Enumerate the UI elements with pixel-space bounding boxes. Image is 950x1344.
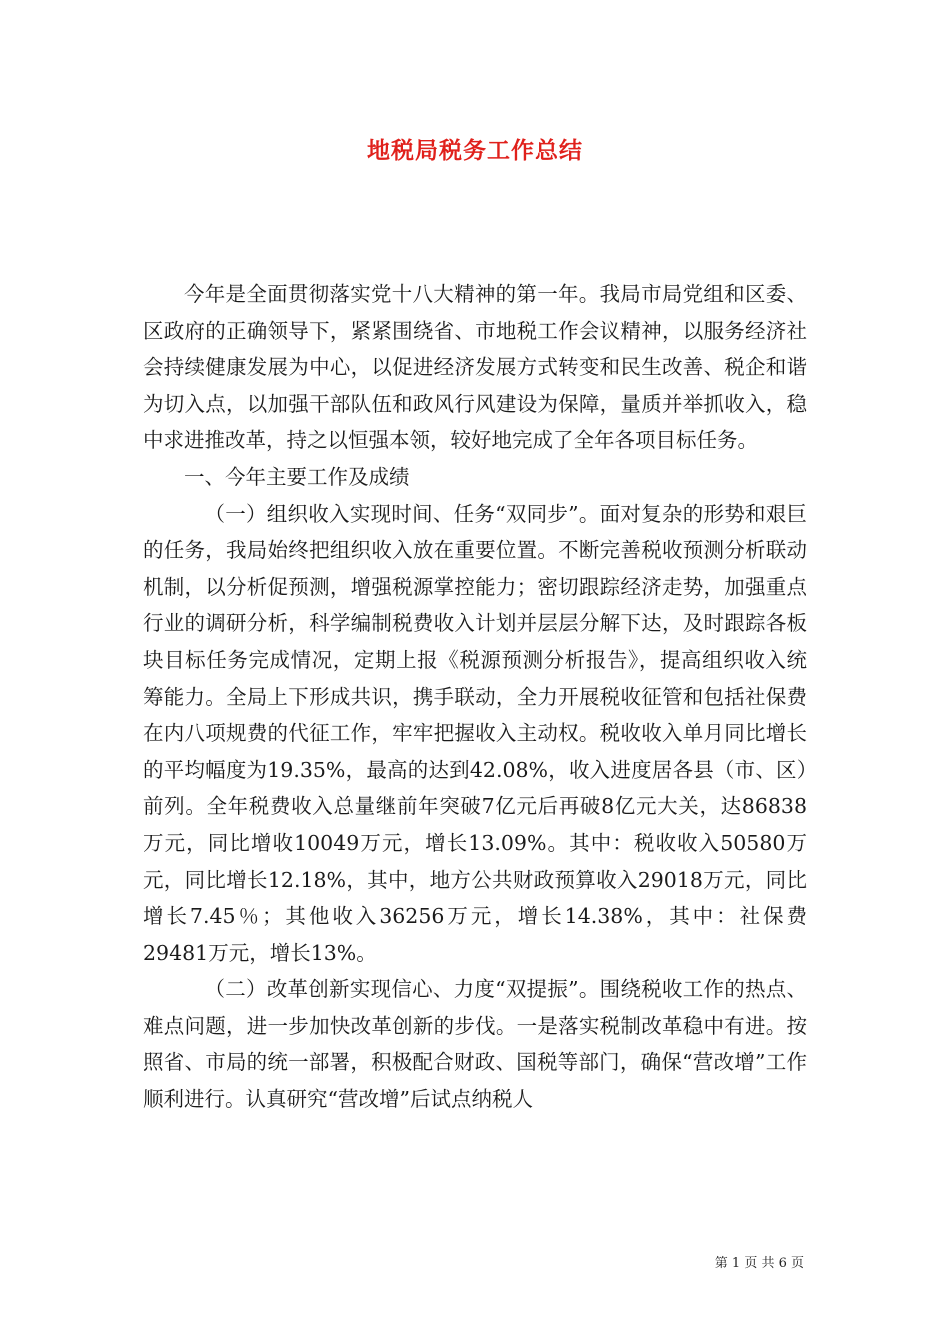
page-number: 第 1 页 共 6 页: [714, 1256, 804, 1271]
section-heading: 一、今年主要工作及成绩: [184, 464, 410, 489]
section-2-paragraph: （二）改革创新实现信心、力度“双提振”。围绕税收工作的热点、难点问题，进一步加快改革创新的步伐。一是落实税制改革稳中有进。按照省、市局的统一部署，积极配合财政、国税等部门，确保“营改增”工作顺利进行。认真研究“营改增”后试点纳税人: [143, 977, 807, 1112]
intro-paragraph: 今年是全面贯彻落实党十八大精神的第一年。我局市局党组和区委、区政府的正确领导下，紧紧围绕省、市地税工作会议精神，以服务经济社会持续健康发展为中心，以促进经济发展方式转变和民生改善、税企和谐为切入点，以加强干部队伍和政风行风建设为保障，量质并举抓收入，稳中求进推改革，持之以恒强本领，较好地完成了全年各项目标任务。: [143, 282, 807, 453]
document-body: [143, 276, 807, 1118]
document-title: 地税局税务工作总结: [367, 137, 583, 164]
section-1-paragraph: （一）组织收入实现时间、任务“双同步”。面对复杂的形势和艰巨的任务，我局始终把组织收入放在重要位置。不断完善税收预测分析联动机制，以分析促预测，增强税源掌控能力；密切跟踪经济走势，加强重点行业的调研分析，科学编制税费收入计划并层层分解下达，及时跟踪各板块目标任务完成情况，定期上报《税源预测分析报告》，提高组织收入统筹能力。全局上下形成共识，携手联动，全力开展税收征管和包括社保费在内八项规费的代征工作，牢牢把握收入主动权。税收收入单月同比增长的平均幅度为19.35%，最高的达到42.08%，收入进度居各县（市、区）前列。全年税费收入总量继前年突破7亿元后再破8亿元大关，达86838万元，同比增收10049万元，增长13.09%。其中：税收收入50580万元，同比增长12.18%，其中，地方公共财政预算收入29018万元，同比增长7.45％；其他收入36256万元，增长14.38%，其中：社保费29481万元，增长13%。: [143, 501, 807, 965]
